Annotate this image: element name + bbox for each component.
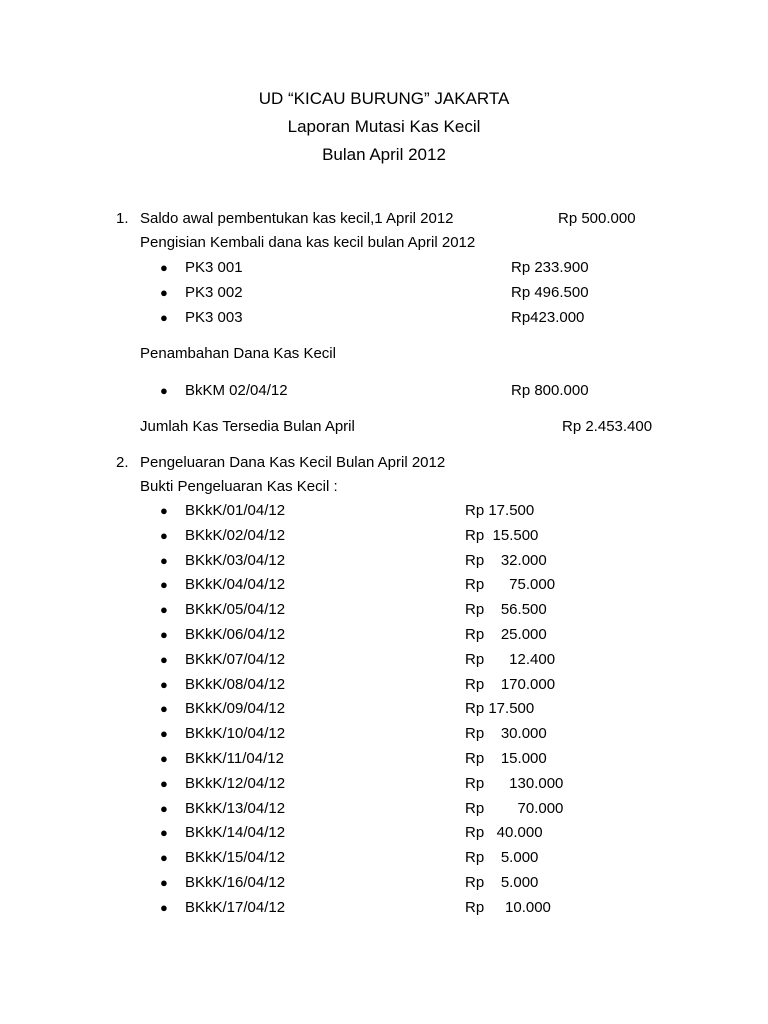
list-item-label: BKkK/15/04/12 bbox=[185, 849, 286, 867]
list-item-label: BKkK/16/04/12 bbox=[185, 874, 286, 891]
list-item-label: BKkK/03/04/12 bbox=[185, 551, 286, 569]
list-item-amount: Rp 800.000 bbox=[511, 382, 589, 399]
list-item-amount: Rp423.000 bbox=[511, 309, 585, 326]
list-item-label: BKkK/12/04/12 bbox=[185, 774, 286, 792]
list-item-amount: Rp 5.000 bbox=[465, 849, 539, 867]
bullet-icon: ● bbox=[160, 800, 168, 816]
list-item-amount: Rp 5.000 bbox=[465, 874, 539, 891]
addition-label: Penambahan Dana Kas Kecil bbox=[140, 345, 336, 362]
list-item-amount: Rp 170.000 bbox=[465, 675, 556, 693]
list-item-label: BKkK/17/04/12 bbox=[185, 898, 286, 916]
bullet-icon: ● bbox=[160, 527, 168, 543]
bullet-icon: ● bbox=[160, 651, 168, 667]
list-item-amount: Rp 56.500 bbox=[465, 601, 547, 619]
list-item-amount: Rp 40.000 bbox=[465, 824, 543, 842]
refill-label: Pengisian Kembali dana kas kecil bulan April 2012 bbox=[140, 234, 476, 251]
expense-title: Pengeluaran Dana Kas Kecil Bulan April 2012 bbox=[140, 454, 446, 471]
report-title: Laporan Mutasi Kas Kecil bbox=[287, 117, 481, 136]
list-item-label: PK3 001 bbox=[185, 259, 243, 276]
bullet-icon: ● bbox=[160, 627, 168, 642]
list-item-amount: Rp 17.500 bbox=[465, 502, 535, 519]
list-item-amount: Rp 30.000 bbox=[465, 725, 547, 743]
list-item-amount: Rp 70.000 bbox=[465, 799, 564, 817]
list-item-label: BKkK/13/04/12 bbox=[185, 799, 286, 817]
bullet-icon: ● bbox=[160, 310, 168, 325]
bullet-icon: ● bbox=[160, 676, 168, 692]
bullet-icon: ● bbox=[160, 602, 168, 618]
list-item-amount: Rp 25.000 bbox=[465, 626, 547, 643]
bullet-icon: ● bbox=[160, 285, 168, 300]
total-label: Jumlah Kas Tersedia Bulan April bbox=[140, 418, 355, 435]
list-item-label: BKkK/10/04/12 bbox=[185, 725, 286, 743]
list-item-label: BKkK/07/04/12 bbox=[185, 650, 286, 668]
list-item-label: BKkK/08/04/12 bbox=[185, 675, 286, 693]
list-item-label: BKkK/01/04/12 bbox=[185, 502, 286, 519]
list-item-label: BKkK/09/04/12 bbox=[185, 700, 286, 718]
list-item-amount: Rp 10.000 bbox=[465, 898, 551, 916]
bullet-icon: ● bbox=[160, 751, 168, 766]
list-item-label: BKkK/11/04/12 bbox=[185, 750, 284, 767]
list-item-amount: Rp 17.500 bbox=[465, 700, 535, 718]
report-period: Bulan April 2012 bbox=[322, 145, 446, 164]
bullet-icon: ● bbox=[160, 552, 168, 568]
list-item-label: PK3 002 bbox=[185, 284, 243, 301]
bullet-icon: ● bbox=[160, 503, 168, 518]
bullet-icon: ● bbox=[160, 825, 168, 841]
list-item-label: BKkK/14/04/12 bbox=[185, 824, 286, 842]
bullet-icon: ● bbox=[160, 850, 168, 866]
list-item-amount: Rp 130.000 bbox=[465, 774, 564, 792]
list-item-amount: Rp 15.000 bbox=[465, 750, 547, 767]
list-item-amount: Rp 496.500 bbox=[511, 284, 589, 301]
expense-subtitle: Bukti Pengeluaran Kas Kecil : bbox=[140, 478, 338, 495]
list-item-label: BKkK/04/04/12 bbox=[185, 576, 286, 594]
list-item-label: BKkK/05/04/12 bbox=[185, 601, 286, 619]
list-item-label: BKkK/06/04/12 bbox=[185, 626, 286, 643]
company-name: UD “KICAU BURUNG” JAKARTA bbox=[258, 89, 510, 108]
list-item-label: BKkK/02/04/12 bbox=[185, 526, 286, 544]
list-item-label: BkKM 02/04/12 bbox=[185, 382, 288, 399]
bullet-icon: ● bbox=[160, 701, 168, 717]
bullet-icon: ● bbox=[160, 875, 168, 890]
opening-balance-amount: Rp 500.000 bbox=[558, 210, 636, 227]
list-item-amount: Rp 32.000 bbox=[465, 551, 547, 569]
bullet-icon: ● bbox=[160, 577, 168, 593]
list-item-amount: Rp 12.400 bbox=[465, 650, 556, 668]
list-item-label: PK3 003 bbox=[185, 309, 243, 326]
bullet-icon: ● bbox=[160, 726, 168, 742]
section-2-number: 2. bbox=[116, 454, 129, 471]
bullet-icon: ● bbox=[160, 260, 168, 275]
bullet-icon: ● bbox=[160, 775, 168, 791]
opening-balance-label: Saldo awal pembentukan kas kecil,1 April 2012 bbox=[140, 210, 454, 227]
list-item-amount: Rp 233.900 bbox=[511, 259, 589, 276]
section-1-number: 1. bbox=[116, 210, 129, 227]
list-item-amount: Rp 75.000 bbox=[465, 576, 556, 594]
bullet-icon: ● bbox=[160, 899, 168, 915]
total-amount: Rp 2.453.400 bbox=[562, 418, 653, 435]
bullet-icon: ● bbox=[160, 383, 168, 398]
list-item-amount: Rp 15.500 bbox=[465, 526, 539, 544]
